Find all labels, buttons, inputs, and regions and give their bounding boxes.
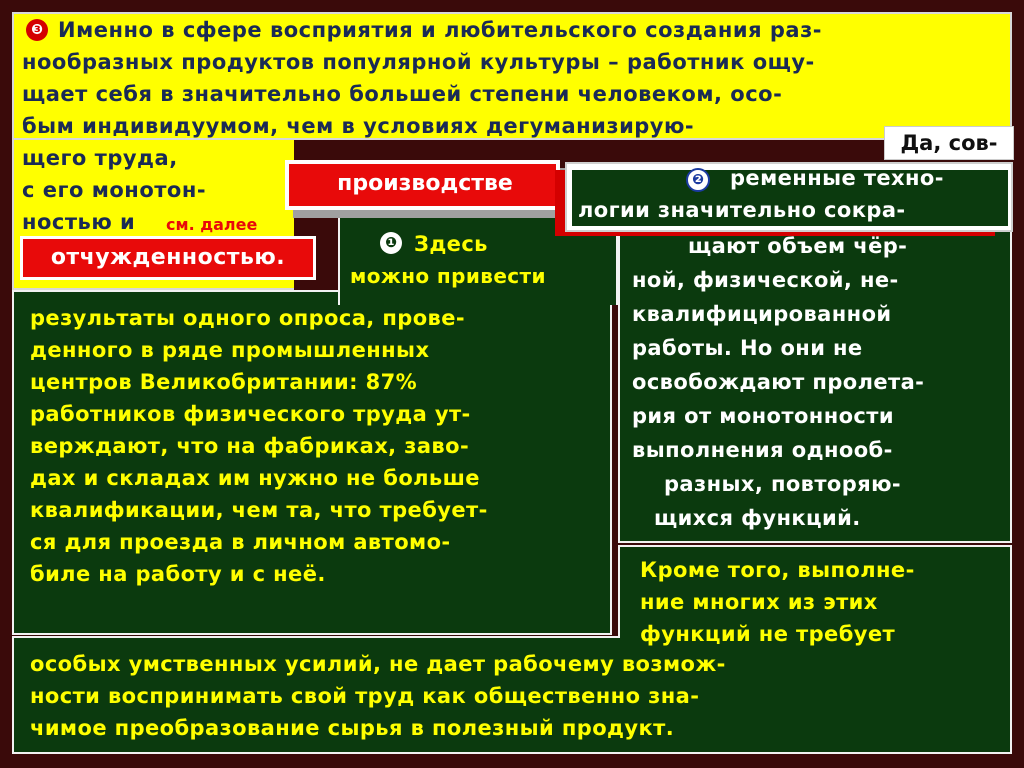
number-one-badge-icon: ❶	[380, 232, 402, 254]
block-one-line-10: ся для проезда в личном автомо-	[30, 530, 451, 554]
block-two-lead-box: Да, сов-	[884, 126, 1014, 160]
yellow-line-4: бым индивидуумом, чем в условиях дегуманизирую-	[22, 114, 695, 138]
block-two-line-1: ременные техно-	[730, 166, 944, 190]
block-one-line-6: работников физического труда ут-	[30, 402, 471, 426]
yellow-line-1: Именно в сфере восприятия и любительского создания раз-	[58, 18, 822, 42]
block-three-line-4: особых умственных усилий, не дает рабочему возмож-	[30, 652, 726, 676]
block-one-line-3: результаты одного опроса, прове-	[30, 306, 465, 330]
yellow-line-2: нообразных продуктов популярной культуры – работник ощу-	[22, 50, 815, 74]
yellow-line-6: с его монотон-	[22, 178, 207, 202]
block-one-line-4: денного в ряде промышленных	[30, 338, 430, 362]
production-tag: производстве	[337, 171, 513, 196]
block-one-line-9: квалификации, чем та, что требует-	[30, 498, 488, 522]
yellow-line-3: щает себя в значительно большей степени человеком, осо-	[22, 82, 783, 106]
block-three-line-1: Кроме того, выполне-	[640, 558, 915, 582]
block-three-line-3: функций не требует	[640, 622, 896, 646]
number-two-badge-icon: ❷	[686, 168, 710, 192]
block-two-line-2: логии значительно сокра-	[578, 198, 906, 222]
block-one-line-8: дах и складах им нужно не больше	[30, 466, 480, 490]
block-two-line-10: разных, повторяю-	[664, 472, 902, 496]
number-three-badge-icon: ❸	[26, 19, 48, 41]
block-three-line-6: чимое преобразование сырья в полезный продукт.	[30, 716, 675, 740]
alienation-tag: отчужденностью.	[20, 236, 316, 280]
see-more-link[interactable]: см. далее	[166, 215, 258, 234]
block-two-line-6: работы. Но они не	[632, 336, 863, 360]
block-two-line-8: рия от монотонности	[632, 404, 894, 428]
block-one-line-11: биле на работу и с неё.	[30, 562, 326, 586]
block-three-line-5: ности воспринимать свой труд как общественно зна-	[30, 684, 700, 708]
block-two-line-5: квалифицированной	[632, 302, 892, 326]
block-two-line-4: ной, физической, не-	[632, 268, 899, 292]
block-two-line-3: щают объем чёр-	[688, 234, 908, 258]
block-three-line-2: ние многих из этих	[640, 590, 878, 614]
block-one-line-5: центров Великобритании: 87%	[30, 370, 418, 394]
block-one-line-2: можно привести	[350, 264, 546, 288]
block-two-line-7: освобождают пролета-	[632, 370, 925, 394]
block-one-line-7: верждают, что на фабриках, заво-	[30, 434, 470, 458]
block-two-line-11: щихся функций.	[654, 506, 861, 530]
yellow-line-7: ностью и	[22, 210, 136, 234]
block-one-line-1: Здесь	[414, 232, 488, 256]
block-two-line-9: выполнения однооб-	[632, 438, 893, 462]
yellow-line-5: щего труда,	[22, 146, 178, 170]
